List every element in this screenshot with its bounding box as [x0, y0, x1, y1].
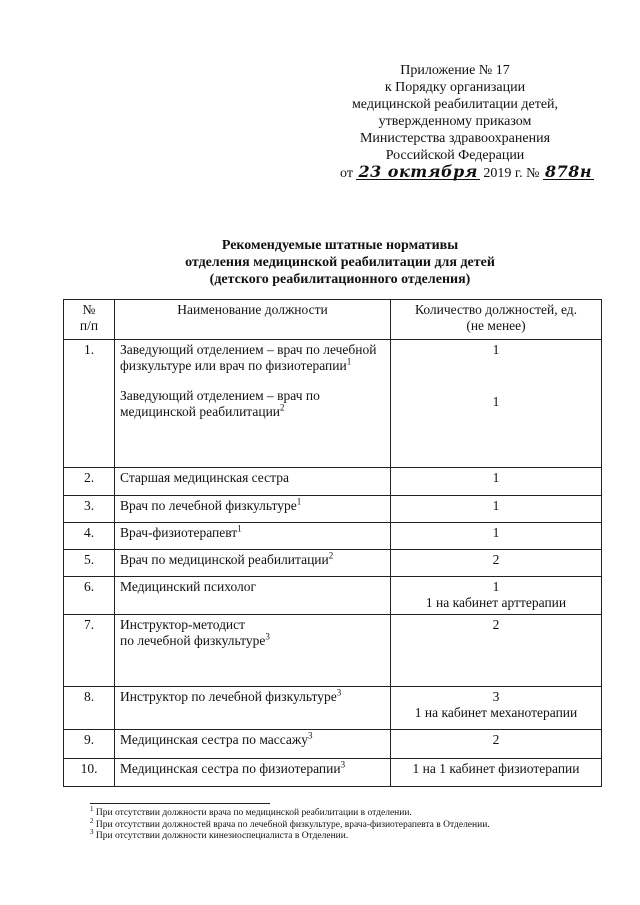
title-line: отделения медицинской реабилитации для детей: [185, 255, 495, 270]
row-name: [115, 468, 391, 496]
row-qty: [391, 687, 602, 730]
row-name-b: [120, 388, 385, 420]
row-qty-main: 3: [492, 689, 500, 704]
row-qty: 1: [391, 523, 602, 550]
date-year: 2019 г. №: [483, 166, 540, 181]
row-qty-main: 1: [492, 579, 500, 594]
header-qty-line2: (не менее): [466, 318, 526, 333]
footnotes: [90, 804, 610, 843]
date-prefix: от: [340, 166, 353, 181]
row-name-text: Медицинский психолог: [120, 579, 257, 594]
row-name-text: Старшая медицинская сестра: [120, 470, 289, 485]
header-num: [64, 300, 115, 340]
row-num: 6.: [64, 577, 115, 615]
row-num: 3.: [64, 496, 115, 523]
footnote-text: При отсутствии должности кинезиоспециалиста в Отделении.: [95, 831, 349, 841]
header-num-line1: №: [82, 302, 96, 317]
row-num: 10.: [64, 759, 115, 787]
handwritten-order-number: 878н: [544, 162, 593, 181]
table-row: [64, 496, 602, 523]
row-qty: [391, 577, 602, 615]
table-row: [64, 759, 602, 787]
footnote-ref: 1: [346, 356, 352, 367]
footnote-ref: 2: [280, 402, 285, 413]
row-num: 8.: [64, 687, 115, 730]
appendix-header: [340, 62, 593, 182]
row-name: [115, 496, 391, 523]
header-num-line2: п/п: [79, 318, 99, 333]
handwritten-date: 23 октября: [358, 162, 478, 181]
row-name-text: Медицинская сестра по массажу: [120, 732, 308, 747]
row-name-a-text: Заведующий отделением – врач по лечебной физкультуре или врач по физиотерапии: [120, 342, 377, 373]
header-line: Приложение № 17: [400, 63, 510, 78]
footnote-ref: 1: [237, 523, 242, 534]
footnote-text: При отсутствии должности врача по медицинской реабилитации в отделении.: [95, 808, 412, 818]
row-qty: 2: [391, 730, 602, 759]
row-name-b-text: Заведующий отделением – врач по медицинской реабилитации: [120, 388, 320, 419]
footnote-ref: 2: [328, 550, 334, 561]
staffing-table: [63, 299, 602, 787]
header-line: медицинской реабилитации детей,: [351, 97, 559, 112]
header-line: Российской Федерации: [385, 148, 525, 163]
header-qty: [391, 300, 602, 340]
row-name: [115, 577, 391, 615]
title-line: Рекомендуемые штатные нормативы: [221, 238, 459, 253]
footnote: [90, 816, 610, 832]
row-num: 4.: [64, 523, 115, 550]
header-line: утвержденному приказом: [378, 114, 532, 129]
footnote: [90, 804, 610, 820]
row-num: 1.: [64, 340, 115, 468]
row-name-line1: Инструктор-методист: [120, 617, 246, 632]
document-title: [100, 237, 580, 288]
table-row: [64, 550, 602, 577]
row-qty: 2: [391, 615, 602, 687]
table-row: [64, 468, 602, 496]
row-name-text: Врач-физиотерапевт: [120, 525, 238, 540]
row-qty: 1: [391, 496, 602, 523]
row-name-text: Медицинская сестра по физиотерапии: [120, 761, 341, 776]
row-qty-b: 1: [492, 394, 500, 409]
row-name: [115, 615, 391, 687]
title-line: (детского реабилитационного отделения): [209, 272, 471, 287]
footnote-text: При отсутствии должностей врача по лечебной физкультуре, врача-физиотерапевта в Отделении.: [95, 819, 490, 830]
row-qty: 1: [391, 468, 602, 496]
row-name: [115, 340, 391, 468]
footnote-divider: [90, 803, 270, 804]
row-name-text: Инструктор по лечебной физкультуре: [120, 689, 337, 704]
row-num: 7.: [64, 615, 115, 687]
table-row: [64, 340, 602, 468]
table-row: [64, 615, 602, 687]
row-name: [115, 687, 391, 730]
header-name: Наименование должности: [115, 300, 391, 340]
row-name-text: Врач по лечебной физкультуре: [120, 498, 297, 513]
row-name: [115, 523, 391, 550]
table-row: [64, 523, 602, 550]
footnote-ref: 1: [296, 496, 302, 507]
footnote-ref: 3: [340, 759, 346, 770]
row-name-line2-text: по лечебной физкультуре: [120, 633, 266, 648]
row-qty-note: 1 на кабинет арттерапии: [425, 595, 567, 610]
footnote-mark: 3: [90, 827, 94, 836]
footnote-mark: 2: [90, 816, 94, 825]
footnote-ref: 3: [265, 631, 270, 642]
header-line: к Порядку организации: [384, 80, 526, 95]
order-date-line: [340, 162, 593, 182]
row-num: 2.: [64, 468, 115, 496]
footnote-ref: 3: [336, 687, 342, 698]
row-qty-note: 1 на кабинет механотерапии: [414, 705, 578, 720]
row-name-line2: [120, 633, 385, 649]
header-line: Министерства здравоохранения: [359, 131, 551, 146]
row-name-a: [120, 342, 385, 374]
row-name: [115, 759, 391, 787]
row-qty: [391, 340, 602, 468]
row-qty: 1 на 1 кабинет физиотерапии: [391, 759, 602, 787]
table-row: [64, 687, 602, 730]
table-row: [64, 577, 602, 615]
row-qty-a: 1: [492, 342, 500, 357]
row-num: 5.: [64, 550, 115, 577]
row-name: [115, 730, 391, 759]
row-name-text: Врач по медицинской реабилитации: [120, 552, 329, 567]
row-name: [115, 550, 391, 577]
footnote: [90, 827, 610, 843]
row-qty: 2: [391, 550, 602, 577]
header-qty-line1: Количество должностей, ед.: [414, 302, 577, 317]
footnote-mark: 1: [90, 804, 94, 813]
table-row: [64, 730, 602, 759]
row-num: 9.: [64, 730, 115, 759]
table-header-row: [64, 300, 602, 340]
footnote-ref: 3: [308, 730, 313, 741]
